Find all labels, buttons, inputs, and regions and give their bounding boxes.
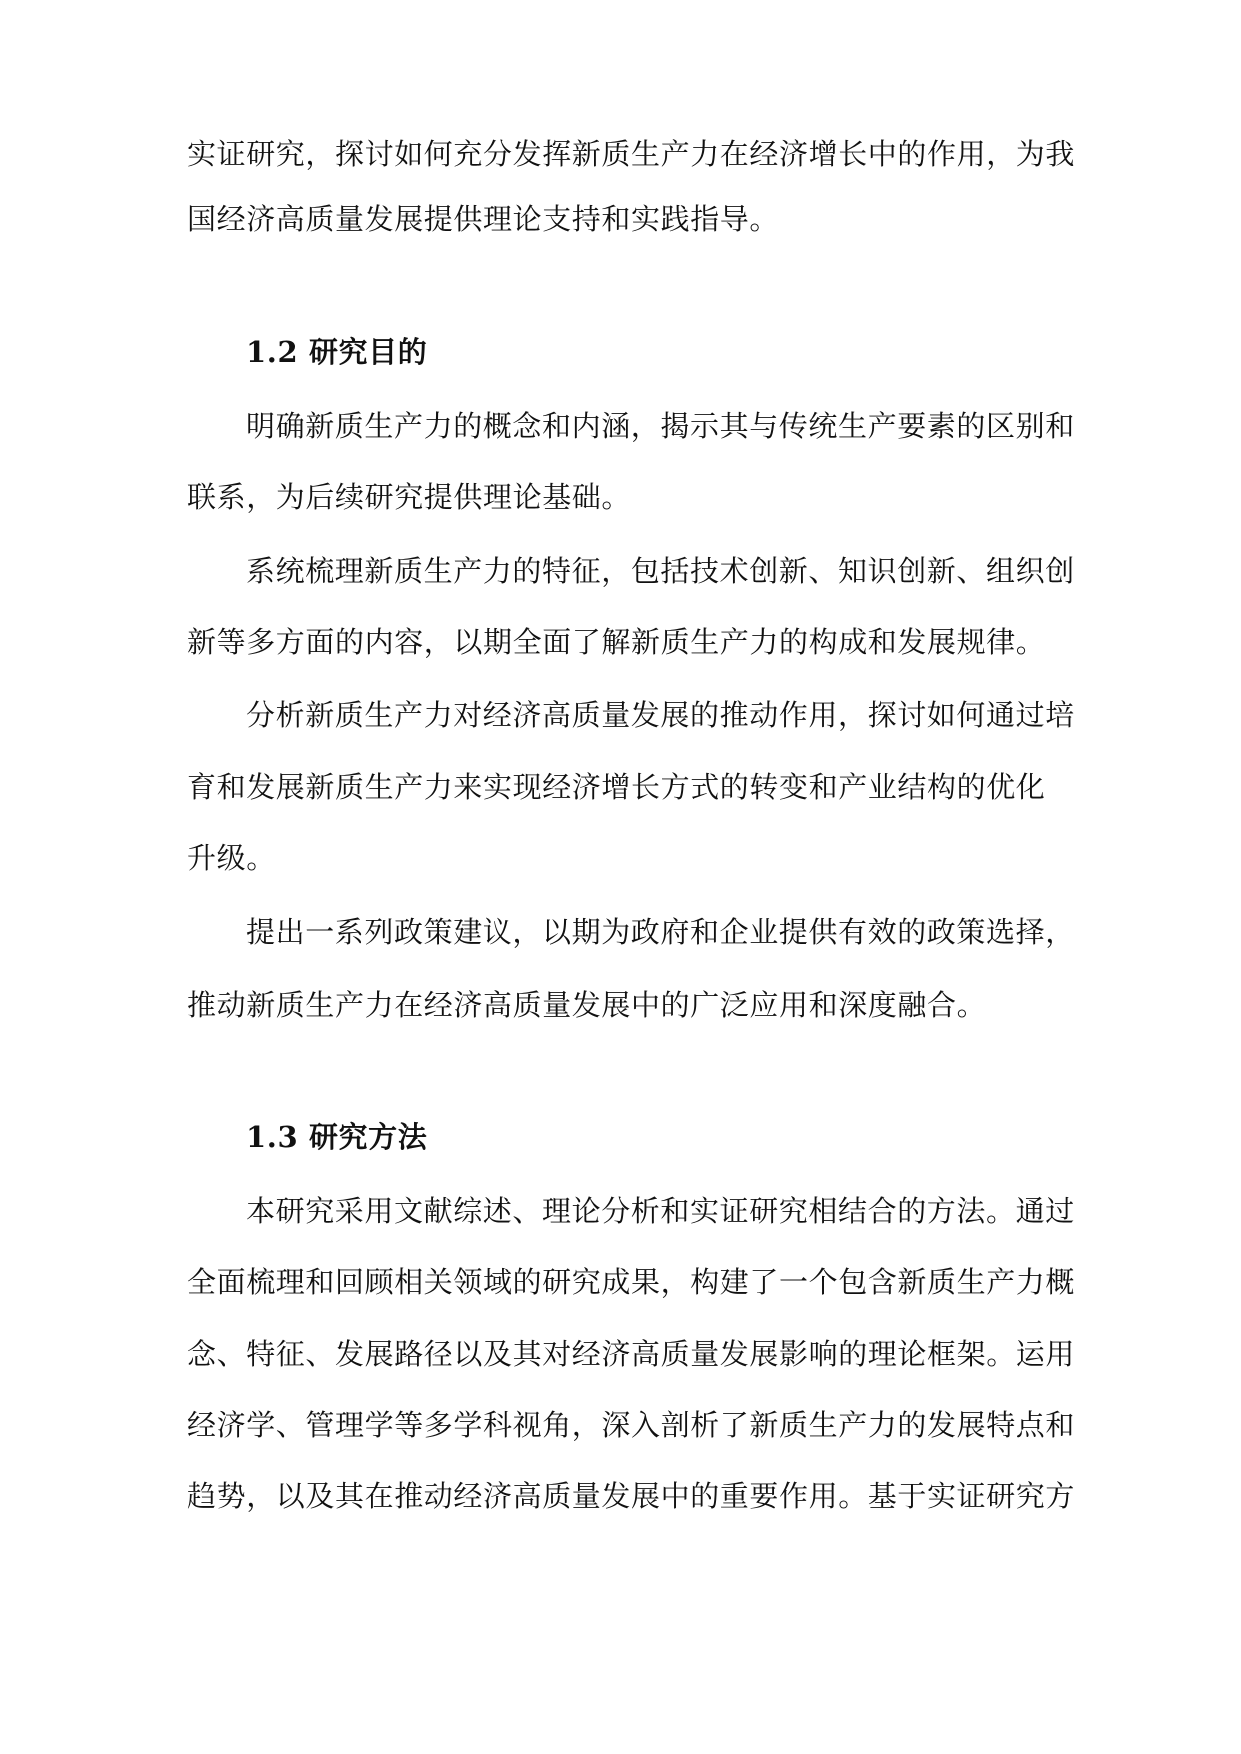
section-heading-1-3: 1.3 研究方法 (246, 1120, 428, 1154)
paragraph-line: 全面梳理和回顾相关领域的研究成果，构建了一个包含新质生产力概 (187, 1265, 1076, 1299)
paragraph-line: 本研究采用文献综述、理论分析和实证研究相结合的方法。通过 (246, 1194, 1075, 1228)
paragraph-line: 新等多方面的内容，以期全面了解新质生产力的构成和发展规律。 (187, 625, 1046, 659)
paragraph-line: 分析新质生产力对经济高质量发展的推动作用，探讨如何通过培 (246, 698, 1075, 732)
paragraph-line: 明确新质生产力的概念和内涵，揭示其与传统生产要素的区别和 (246, 409, 1075, 443)
paragraph-line: 经济学、管理学等多学科视角，深入剖析了新质生产力的发展特点和 (187, 1408, 1076, 1442)
paragraph-line: 念、特征、发展路径以及其对经济高质量发展影响的理论框架。运用 (187, 1337, 1076, 1371)
paragraph-line: 提出一系列政策建议，以期为政府和企业提供有效的政策选择， (246, 915, 1075, 949)
paragraph-line: 升级。 (187, 841, 276, 875)
paragraph-line: 联系，为后续研究提供理论基础。 (187, 480, 632, 514)
paragraph-line: 趋势，以及其在推动经济高质量发展中的重要作用。基于实证研究方 (187, 1479, 1076, 1513)
paragraph-line: 国经济高质量发展提供理论支持和实践指导。 (187, 202, 780, 236)
paragraph-line: 系统梳理新质生产力的特征，包括技术创新、知识创新、组织创 (246, 554, 1075, 588)
paragraph-line: 实证研究，探讨如何充分发挥新质生产力在经济增长中的作用，为我 (187, 137, 1076, 171)
paragraph-line: 推动新质生产力在经济高质量发展中的广泛应用和深度融合。 (187, 988, 987, 1022)
section-heading-1-2: 1.2 研究目的 (246, 335, 428, 369)
paragraph-line: 育和发展新质生产力来实现经济增长方式的转变和产业结构的优化 (187, 770, 1046, 804)
